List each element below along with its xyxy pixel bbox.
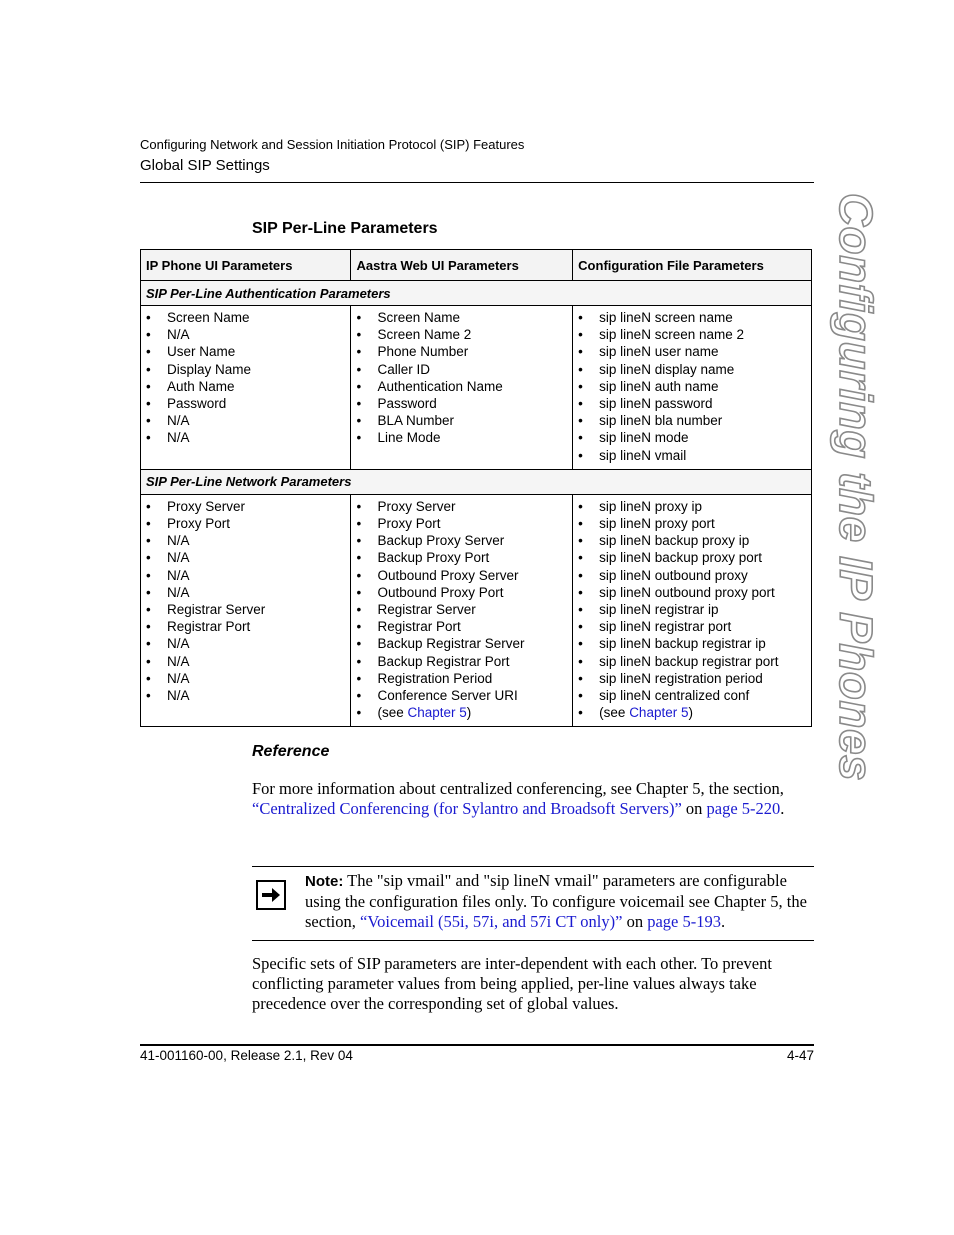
list-item: • N/A (145, 429, 346, 446)
list-item: • sip lineN centralized conf (577, 687, 807, 704)
list-item: • N/A (145, 532, 346, 549)
list-item: • sip lineN bla number (577, 412, 807, 429)
footer-rule (140, 1044, 814, 1046)
list-item: • Line Mode (355, 429, 568, 446)
column-header: IP Phone UI Parameters (141, 250, 351, 281)
list-item: • N/A (145, 687, 346, 704)
list-item: • sip lineN backup proxy ip (577, 532, 807, 549)
table-row (141, 306, 812, 470)
arrow-right-icon (256, 880, 286, 910)
group-header-network: SIP Per-Line Network Parameters (141, 469, 812, 494)
list-item: • sip lineN proxy port (577, 515, 807, 532)
parameters-table (140, 249, 812, 727)
table-cell (351, 494, 573, 727)
bullet-list (577, 498, 807, 704)
list-item: • sip lineN password (577, 395, 807, 412)
see-close: ) (688, 705, 693, 721)
list-item: • N/A (145, 670, 346, 687)
bullet-list (577, 309, 807, 464)
list-item: • Registrar Server (145, 601, 346, 618)
text: For more information about centralized conferencing, see Chapter 5, the section, (252, 779, 784, 798)
page-link[interactable]: page 5-193 (647, 912, 721, 931)
list-item: • N/A (145, 653, 346, 670)
list-item: • Proxy Server (355, 498, 568, 515)
list-item: • Auth Name (145, 378, 346, 395)
list-item (577, 704, 807, 721)
list-item: • N/A (145, 326, 346, 343)
header-rule (140, 182, 814, 183)
chapter-5-link[interactable]: Chapter 5 (407, 705, 467, 721)
list-item: • Proxy Port (355, 515, 568, 532)
bullet-list (145, 498, 346, 704)
list-item: • Outbound Proxy Server (355, 567, 568, 584)
list-item: • Phone Number (355, 343, 568, 360)
list-item: • Outbound Proxy Port (355, 584, 568, 601)
list-item: • sip lineN outbound proxy (577, 567, 807, 584)
list-item: • sip lineN vmail (577, 447, 807, 464)
list-item: • Registration Period (355, 670, 568, 687)
text: . (780, 799, 785, 818)
group-header-authentication: SIP Per-Line Authentication Parameters (141, 281, 812, 306)
list-item: • Proxy Port (145, 515, 346, 532)
list-item: • Backup Registrar Port (355, 653, 568, 670)
see-close: ) (466, 705, 472, 721)
list-item: • Display Name (145, 361, 346, 378)
table-cell (351, 306, 573, 470)
footer-page-number: 4-47 (786, 1048, 814, 1063)
header-section: Global SIP Settings (140, 157, 270, 174)
table-cell (141, 306, 351, 470)
table-cell (141, 494, 351, 727)
list-item: • sip lineN auth name (577, 378, 807, 395)
arrow-right-icon-graphic (258, 882, 284, 908)
list-item: • N/A (145, 549, 346, 566)
bullet-list (577, 704, 807, 721)
list-item: • N/A (145, 635, 346, 652)
text: . (720, 912, 726, 931)
list-item: • Conference Server URI (355, 687, 568, 704)
list-item: • Password (355, 395, 568, 412)
list-item: • sip lineN screen name (577, 309, 807, 326)
bullet-list (355, 309, 568, 447)
list-item: • Authentication Name (355, 378, 568, 395)
list-item: • sip lineN mode (577, 429, 807, 446)
list-item: • Screen Name (355, 309, 568, 326)
list-item: • sip lineN user name (577, 343, 807, 360)
list-item: • User Name (145, 343, 346, 360)
list-item: • sip lineN backup registrar ip (577, 635, 807, 652)
voicemail-link[interactable]: “Voicemail (55i, 57i, and 57i CT only)” (360, 912, 623, 931)
page-link[interactable]: page 5-220 (706, 799, 781, 818)
list-item: • Proxy Server (145, 498, 346, 515)
bullet-list (145, 309, 346, 447)
list-item: • sip lineN backup proxy port (577, 549, 807, 566)
list-item: • N/A (145, 584, 346, 601)
list-item: • sip lineN registration period (577, 670, 807, 687)
list-item: • Backup Registrar Server (355, 635, 568, 652)
text: The "sip vmail" and "sip lineN vmail" parameters are configurable using the configuration files only. To configure voicemail see Chapter 5, the section, (305, 871, 807, 931)
list-item (355, 704, 568, 721)
list-item: • sip lineN outbound proxy port (577, 584, 807, 601)
list-item: • sip lineN registrar ip (577, 601, 807, 618)
header-chapter: Configuring Network and Session Initiation Protocol (SIP) Features (140, 137, 525, 152)
bullet-list (355, 704, 568, 721)
text: on (622, 912, 648, 931)
list-item: • Backup Proxy Server (355, 532, 568, 549)
body-paragraph: Specific sets of SIP parameters are inter-dependent with each other. To prevent conflicting parameter values from being applied, per-line values always take precedence over the corresponding set of global values. (252, 954, 772, 1013)
see-text: (see (377, 705, 408, 721)
table-row (141, 494, 812, 727)
bullet-list (355, 498, 568, 704)
note-paragraph (305, 871, 817, 932)
list-item: • sip lineN display name (577, 361, 807, 378)
list-item: • Registrar Server (355, 601, 568, 618)
column-header: Configuration File Parameters (573, 250, 812, 281)
list-item: • Registrar Port (355, 618, 568, 635)
table-header-row (141, 250, 812, 281)
note-label: Note: (305, 873, 344, 890)
text: on (681, 799, 707, 818)
note-rule (252, 866, 814, 867)
table-cell (573, 306, 812, 470)
list-item: • Screen Name 2 (355, 326, 568, 343)
list-item: • BLA Number (355, 412, 568, 429)
list-item: • sip lineN registrar port (577, 618, 807, 635)
list-item: • N/A (145, 567, 346, 584)
footer-doc-id: 41-001160-00, Release 2.1, Rev 04 (140, 1048, 353, 1063)
group-header-row (141, 469, 812, 494)
list-item: • Password (145, 395, 346, 412)
note-rule (252, 940, 814, 941)
list-item: • Registrar Port (145, 618, 346, 635)
list-item: • sip lineN backup registrar port (577, 653, 807, 670)
list-item: • N/A (145, 412, 346, 429)
list-item: • Caller ID (355, 361, 568, 378)
side-chapter-tab: Configuring the IP Phones (830, 192, 882, 782)
reference-heading: Reference (252, 743, 330, 760)
list-item: • sip lineN screen name 2 (577, 326, 807, 343)
table-title: SIP Per-Line Parameters (252, 220, 438, 237)
table-cell (573, 494, 812, 727)
chapter-5-link[interactable]: Chapter 5 (629, 705, 689, 721)
see-text: (see (599, 705, 630, 721)
group-header-row (141, 281, 812, 306)
centralized-conferencing-link[interactable]: “Centralized Conferencing (for Sylantro and Broadsoft Servers)” (252, 799, 682, 818)
list-item: • Backup Proxy Port (355, 549, 568, 566)
list-item: • Screen Name (145, 309, 346, 326)
list-item: • sip lineN proxy ip (577, 498, 807, 515)
reference-paragraph (252, 779, 822, 819)
column-header: Aastra Web UI Parameters (351, 250, 573, 281)
